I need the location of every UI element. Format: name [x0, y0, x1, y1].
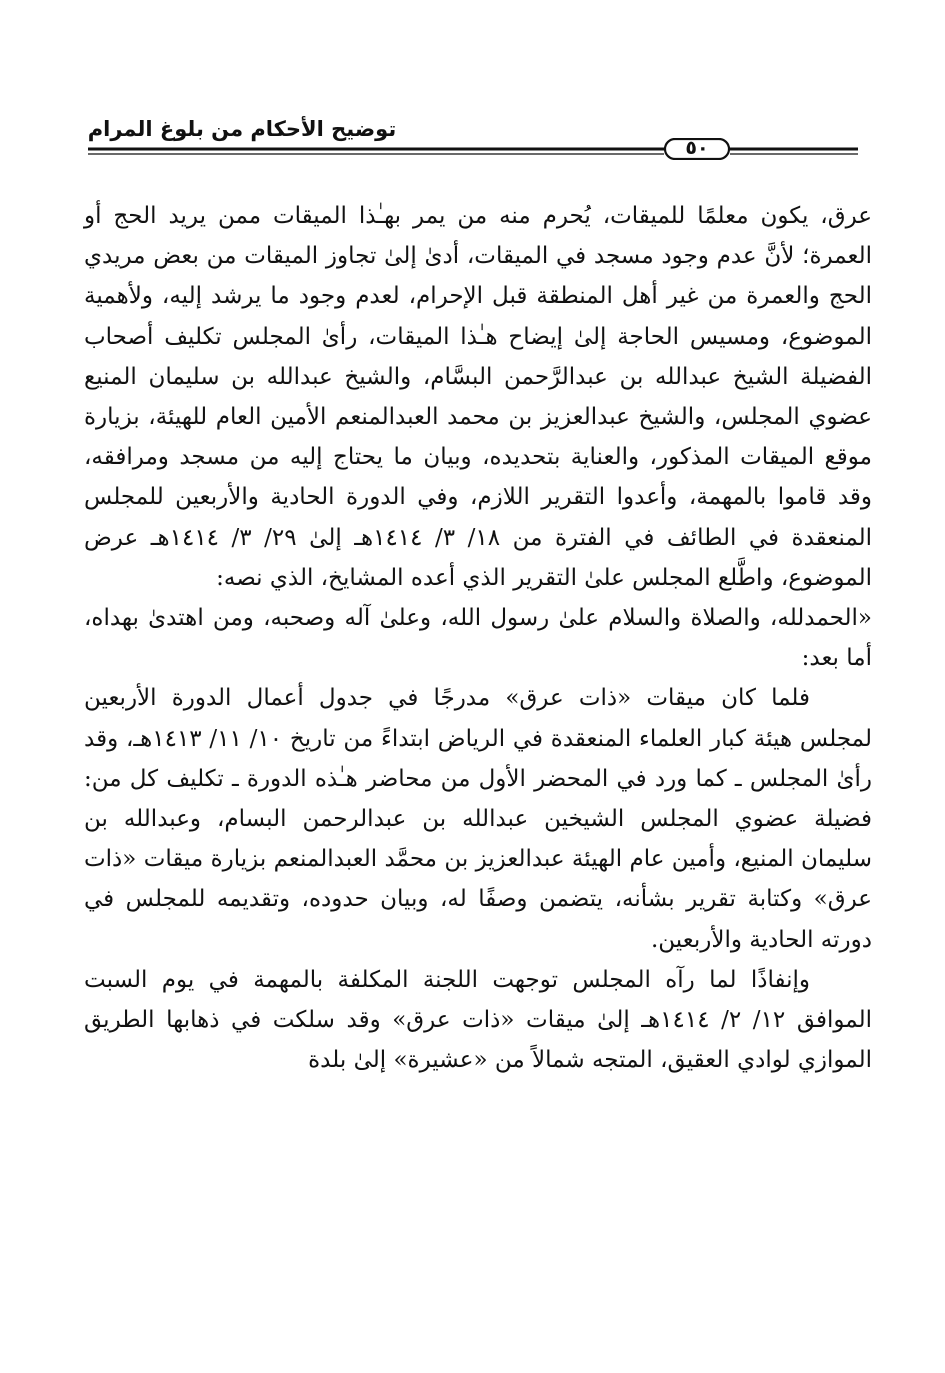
paragraph: «الحمدلله، والصلاة والسلام علىٰ رسول الله، وعلىٰ آله وصحبه، ومن اهتدىٰ بهداه، أما بعد: — [84, 605, 872, 672]
paragraph: عرق، يكون معلمًا للميقات، يُحرم منه من يمر بهـٰذا الميقات ممن يريد الحج أو العمرة؛ لأنَّ عدم وجود مسجد في الميقات، أدىٰ إلىٰ تجاوز الميقات من بعض مريدي الحج والعمرة من غير أهل المنطقة قبل الإحرام، لعدم وجود ما يرشد إليه، ولأهمية الموضوع، ومسيس الحاجة إلىٰ إيضاح هـٰذا الميقات، رأىٰ المجلس تكليف أصحاب الفضيلة الشيخ عبدالله بن عبدالرَّحمن البسَّام، والشيخ عبدالله بن سليمان المنيع عضوي المجلس، والشيخ عبدالعزيز بن محمد العبدالمنعم الأمين العام للهيئة، بزيارة موقع الميقات المذكور، والعناية بتحديده، وبيان ما يحتاج إليه من مسجد ومرافقه، وقد قاموا بالمهمة، وأعدوا التقرير اللازم، وفي الدورة الحادية والأربعين للمجلس المنعقدة في الطائف في الفترة من ١٨/ ٣/ ١٤١٤هـ إلىٰ ٢٩/ ٣/ ١٤١٤هـ عرض الموضوع، واطَّلع المجلس علىٰ التقرير الذي أعده المشايخ، الذي نصه: — [84, 203, 873, 591]
header-rule — [88, 138, 858, 160]
paragraph: فلما كان ميقات «ذات عرق» مدرجًا في جدول أعمال الدورة الأربعين لمجلس هيئة كبار العلماء المنعقدة في الرياض ابتداءً من تاريخ ١٠/ ١١/ ١٤١٣هـ، وقد رأىٰ المجلس ـ كما ورد في المحضر الأول من محاضر هـٰذه الدورة ـ تكليف كل من: فضيلة عضوي المجلس الشيخين عبدالله بن عبدالرحمن البسام، وعبدالله بن سليمان المنيع، وأمين عام الهيئة عبدالعزيز بن محمَّد العبدالمنعم بزيارة ميقات «ذات عرق» وكتابة تقرير بشأنه، يتضمن وصفًا له، وبيان حدوده، وتقديمه للمجلس في دورته الحادية والأربعين. — [84, 685, 872, 953]
page-number: ٥٠ — [685, 137, 709, 159]
running-title: توضيح الأحكام من بلوغ المرام — [87, 117, 397, 141]
body-text — [84, 196, 872, 1080]
paragraph: وإنفاذًا لما رآه المجلس توجهت اللجنة المكلفة بالمهمة في يوم السبت الموافق ١٢/ ٢/ ١٤١٤هـ إلىٰ ميقات «ذات عرق» وقد سلكت في ذهابها الطريق الموازي لوادي العقيق، المتجه شمالاً من «عشيرة» إلىٰ بلدة — [84, 966, 872, 1074]
